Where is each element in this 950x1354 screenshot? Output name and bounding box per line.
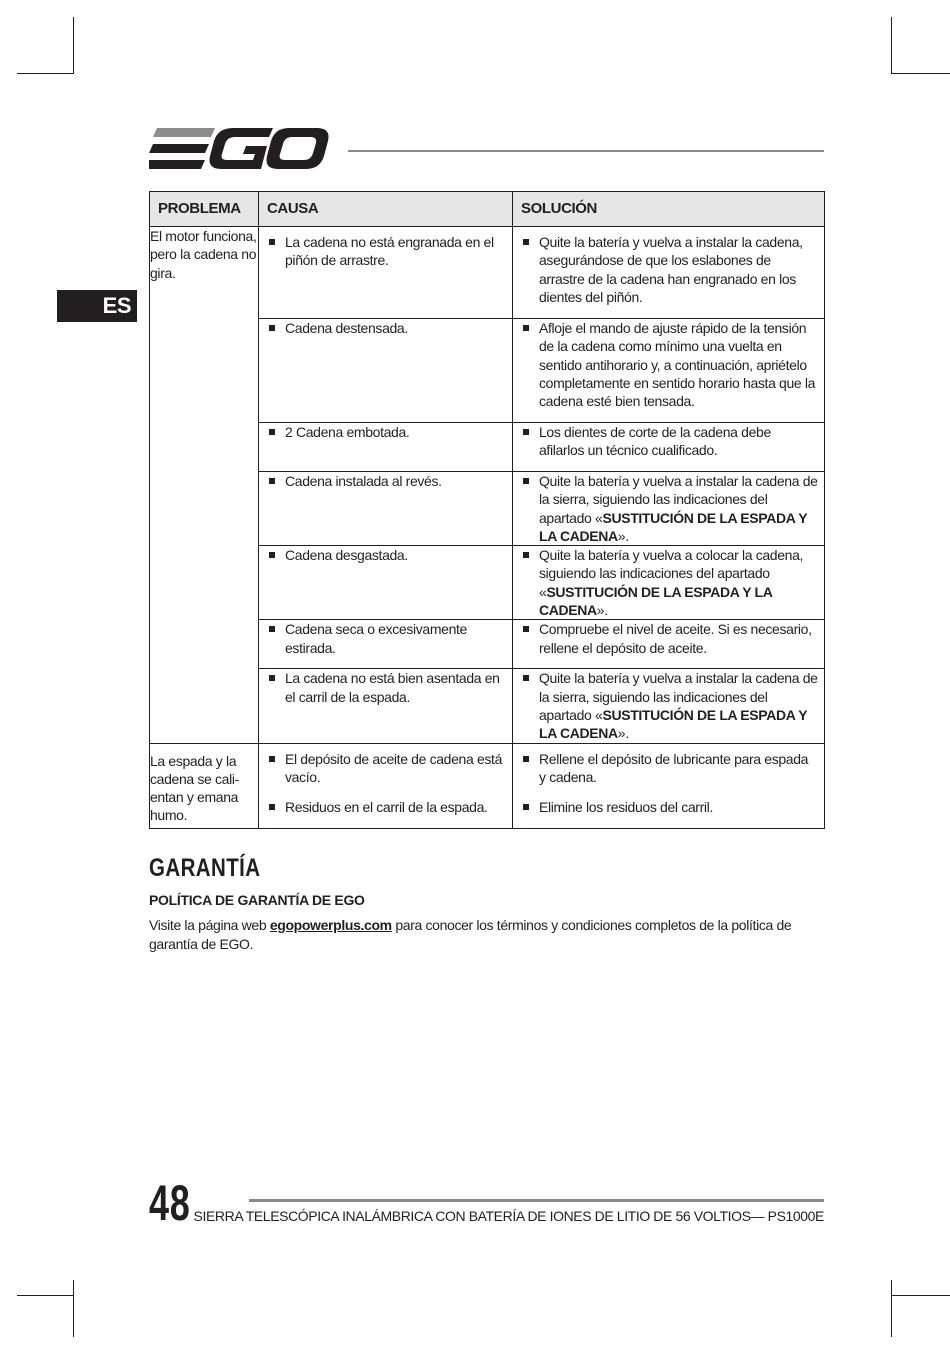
troubleshooting-table <box>149 191 825 829</box>
crop-mark <box>17 1295 74 1296</box>
cause-cell: 2 Cadena embotada. <box>259 423 513 472</box>
solution-cell: Compruebe el nivel de aceite. Si es necesario, rellene el depósito de aceite. <box>513 620 825 669</box>
bullet-icon <box>523 626 529 632</box>
bullet-icon <box>523 325 529 331</box>
solution-cell: Afloje el mando de ajuste rápido de la tensión de la cadena como mínimo una vuelta en sentido antihorario y, a continuación, apriételo completamente en sentido horario hasta que la cadena esté bien tensada. <box>513 319 825 423</box>
solution-cell: Quite la batería y vuelva a instalar la cadena de la sierra, siguiendo las indicaciones del apartado «SUSTITUCIÓN DE LA ESPADA Y LA CADENA». <box>513 669 825 743</box>
cause-cell: Cadena instalada al revés. <box>259 472 513 546</box>
crop-mark <box>17 73 74 74</box>
bullet-icon <box>269 239 275 245</box>
problem-cell: El motor funciona, pero la cadena no gira. <box>150 227 259 744</box>
cause-cell: La cadena no está engranada en el piñón de arrastre. <box>259 227 513 319</box>
bullet-icon <box>269 325 275 331</box>
bullet-icon <box>269 478 275 484</box>
footer-text: SIERRA TELESCÓPICA INALÁMBRICA CON BATERÍA DE IONES DE LITIO DE 56 VOLTIOS— PS1000E <box>193 1208 824 1224</box>
bullet-icon <box>269 429 275 435</box>
crop-mark <box>891 1295 950 1296</box>
cause-cell: La cadena no está bien asentada en el carril de la espada. <box>259 669 513 743</box>
solution-cell: Los dientes de corte de la cadena debe afilarlos un técnico cualificado. <box>513 423 825 472</box>
header-causa: CAUSA <box>259 192 513 227</box>
header-rule <box>348 150 824 152</box>
crop-mark <box>73 1280 74 1337</box>
solution-cell: Rellene el depósito de lubricante para espada y cadena. <box>513 743 825 798</box>
language-tab: ES <box>57 290 137 322</box>
bullet-icon <box>523 478 529 484</box>
cause-cell: El depósito de aceite de cadena está vacío. <box>259 743 513 798</box>
page-number: 48 <box>149 1175 191 1231</box>
problem-cell: La espada y la cadena se cali-entan y emana humo. <box>150 743 259 828</box>
bullet-icon <box>523 804 529 810</box>
subsection-title: POLÍTICA DE GARANTÍA DE EGO <box>149 892 365 908</box>
solution-cell: Elimine los residuos del carril. <box>513 798 825 829</box>
footer-rule <box>249 1199 824 1202</box>
solution-cell: Quite la batería y vuelva a instalar la cadena, asegurándose de que los eslabones de arrastre de la cadena han engranado en los dientes del piñón. <box>513 227 825 319</box>
crop-mark <box>73 17 74 74</box>
section-title: GARANTÍA <box>149 854 261 882</box>
warranty-paragraph: Visite la página web egopowerplus.com para conocer los términos y condiciones completos de la política de garantía de EGO. <box>149 917 792 952</box>
bullet-icon <box>269 626 275 632</box>
bullet-icon <box>269 804 275 810</box>
header-solucion: SOLUCIÓN <box>513 192 825 227</box>
crop-mark <box>891 73 950 74</box>
bullet-icon <box>523 756 529 762</box>
bullet-icon <box>523 675 529 681</box>
crop-mark <box>891 17 892 74</box>
cause-cell: Cadena seca o excesivamente estirada. <box>259 620 513 669</box>
bullet-icon <box>523 429 529 435</box>
bullet-icon <box>269 756 275 762</box>
solution-cell: Quite la batería y vuelva a colocar la cadena, siguiendo las indicaciones del apartado «SUSTITUCIÓN DE LA ESPADA Y LA CADENA». <box>513 546 825 620</box>
warranty-link[interactable]: egopowerplus.com <box>269 917 392 933</box>
bullet-icon <box>269 675 275 681</box>
bullet-icon <box>523 239 529 245</box>
cause-cell: Cadena desgastada. <box>259 546 513 620</box>
cause-cell: Residuos en el carril de la espada. <box>259 798 513 829</box>
cause-cell: Cadena destensada. <box>259 319 513 423</box>
ego-logo <box>149 126 331 172</box>
bullet-icon <box>269 552 275 558</box>
crop-mark <box>891 1280 892 1337</box>
solution-cell: Quite la batería y vuelva a instalar la cadena de la sierra, siguiendo las indicaciones del apartado «SUSTITUCIÓN DE LA ESPADA Y LA CADENA». <box>513 472 825 546</box>
bullet-icon <box>523 552 529 558</box>
header-problema: PROBLEMA <box>150 192 259 227</box>
